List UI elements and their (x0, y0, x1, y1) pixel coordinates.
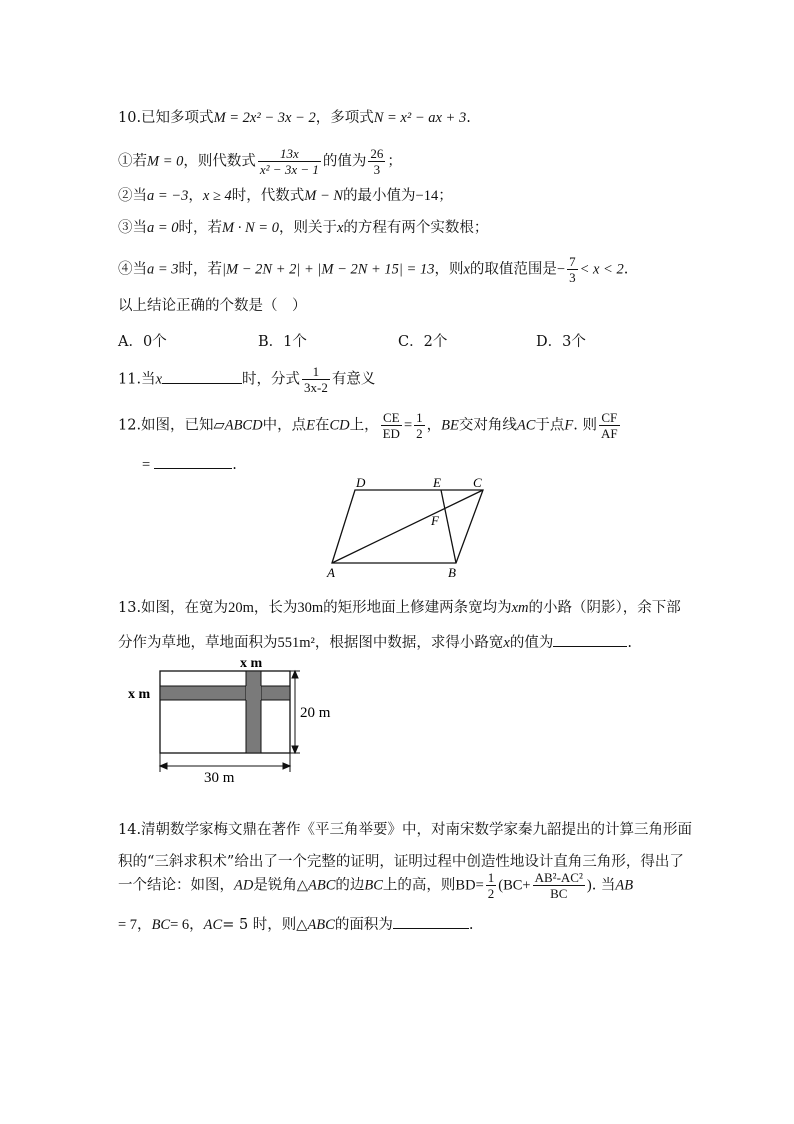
q10-m-definition: M = 2x² − 3x − 2 (213, 110, 316, 126)
option-a[interactable]: A．0个 (118, 334, 167, 350)
q13-text-7: 的值为 (509, 635, 554, 651)
q10-stem-text-2: ，多项式 (315, 110, 374, 126)
claim1-text: ，则代数式 (183, 153, 256, 170)
claim1-value (368, 146, 385, 177)
q14-half-fraction (486, 870, 497, 901)
claim3-expression: M · N = 0 (222, 220, 279, 236)
q13-end: . (627, 635, 632, 651)
option-b[interactable]: B．1个 (258, 334, 307, 350)
claim4-text-2: ，则 (434, 261, 464, 278)
q12-diagonal-ac: AC (516, 417, 536, 434)
q14-ac-value: = 5 时，则△ (222, 917, 308, 933)
claim3-lead: ③当 (118, 220, 147, 236)
q13-text-5: 分作为草地，草地面积为 (118, 635, 278, 651)
q14-segment-ad: AD (234, 877, 254, 894)
option-c[interactable]: C．2个 (398, 334, 448, 350)
claim4-text-3: 的取值范围是 (469, 261, 557, 278)
q14-formula-numerator: AB²-AC² (534, 870, 583, 885)
q14-formula-fraction (533, 870, 585, 901)
q14-text: 一个结论：如图， (118, 877, 234, 894)
q14-text-2: 是锐角△ (253, 877, 308, 894)
q14-line-4 (118, 912, 473, 935)
q14-formula-bc: (BC+ (498, 877, 531, 894)
claim4-range-rest: < x < 2 (579, 261, 624, 278)
q13-line-1 (118, 598, 681, 618)
q11-fraction (302, 364, 330, 395)
q12-text-4: 交对角线 (458, 417, 517, 434)
segment-be (441, 490, 456, 563)
claim1-fraction-numerator: 13x (258, 146, 321, 162)
claim4-end: . (623, 261, 629, 278)
q14-bc-value: = 6， (170, 917, 204, 933)
label-a: A (327, 565, 335, 580)
label-b: B (448, 565, 456, 580)
claim3-condition: a = 0 (147, 220, 179, 236)
q10-n-definition: N = x² − ax + 3 (373, 110, 467, 126)
q12-parallelogram: ABCD (224, 417, 263, 434)
claim4-lead: ④当 (118, 261, 147, 278)
claim1-fraction (258, 146, 321, 177)
q11-lead: 11.当 (118, 371, 156, 388)
q14-half-numerator: 1 (487, 870, 495, 885)
q12-value-denominator: 2 (416, 426, 423, 441)
q13-path-width: xm (511, 600, 529, 616)
q13-area: 551m² (277, 635, 315, 651)
claim4-range-numerator: 7 (569, 254, 576, 269)
q14-segment-bc: BC (364, 877, 383, 894)
claim4-range-fraction (567, 254, 578, 285)
q12-target-ratio (599, 410, 620, 441)
q14-ab-value: = 7， (118, 917, 152, 933)
field-rectangle (160, 671, 290, 753)
claim4-range-minus: − (556, 261, 566, 278)
claim2-value: −14 (415, 188, 439, 204)
claim2-end: ； (438, 188, 453, 204)
q14-text-4: 上的高，则 (382, 877, 456, 894)
q13-text: 13.如图，在宽为 (118, 600, 229, 616)
q14-segment-bc-2: BC (151, 917, 171, 933)
claim3-text-2: ，则关于 (278, 220, 337, 236)
q14-text-6: 的面积为 (334, 917, 393, 933)
option-d[interactable]: D．3个 (536, 334, 586, 350)
claim2-condition: a = −3 (147, 188, 189, 204)
q13-text-4: 的小路（阴影），余下部 (528, 600, 681, 616)
q14-line-1: 14.清朝数学家梅文鼎在著作《平三角举要》中，对南宋数学家秦九韶提出的计算三角形面 (118, 822, 693, 838)
q12-text: 中，点 (262, 417, 307, 434)
q13-answer-blank[interactable] (553, 630, 627, 647)
label-30m: 30 m (204, 770, 235, 786)
q12-point-e: E (306, 417, 315, 434)
claim2-text: 时，代数式 (231, 188, 305, 204)
q14-formula-close: ) (586, 877, 592, 894)
claim1-condition: M = 0 (147, 153, 184, 170)
q12-segment-be: BE (441, 417, 459, 434)
q10-claim-1 (118, 146, 402, 177)
q12-figure (320, 470, 495, 582)
q12-ratio (381, 410, 402, 441)
claim3-variable: x (336, 220, 344, 236)
q12-comma: ， (426, 417, 442, 434)
claim3-text: 时，若 (178, 220, 223, 236)
q10-claim-2 (118, 186, 453, 206)
claim4-expression: |M − 2N + 2| + |M − 2N + 15| = 13 (222, 261, 435, 278)
q11 (118, 364, 375, 395)
claim2-lead: ②当 (118, 188, 147, 204)
q12-end: . (232, 457, 237, 473)
claim2-comma: ， (188, 188, 203, 204)
label-f: F (431, 513, 439, 528)
q13-text-6: ，根据图中数据，求得小路宽 (314, 635, 504, 651)
q12-line-1 (118, 410, 622, 441)
q14-answer-blank[interactable] (393, 912, 469, 929)
q14-segment-ab: AB (615, 877, 634, 894)
label-top-xm: x m (240, 656, 263, 671)
claim2-expression: M − N (304, 188, 344, 204)
claim3-text-3: 的方程有两个实数根； (343, 220, 489, 236)
q14-end: . (468, 917, 474, 933)
q12-line-2 (142, 452, 237, 475)
q13-figure (120, 650, 380, 790)
q10-stem (118, 108, 471, 128)
q14-line-3 (118, 870, 633, 901)
q12-ratio-numerator: CE (381, 410, 402, 426)
q10-claim-4 (118, 254, 628, 285)
q12-target-denominator: AF (600, 426, 618, 441)
q14-line-2: 积的“三斜求积术”给出了一个完整的证明，证明过程中创造性地设计直角三角形，得出了 (118, 854, 684, 870)
q14-triangle: ABC (308, 877, 336, 894)
label-d: D (356, 475, 366, 490)
q14-segment-ac: AC (203, 917, 223, 933)
q12-equals-2: = (142, 457, 151, 473)
q10-stem-text: 10.已知多项式 (118, 110, 214, 126)
claim4-condition: a = 3 (147, 261, 179, 278)
q12-text-2: 在 (314, 417, 330, 434)
q12-answer-blank[interactable] (154, 452, 232, 469)
claim1-text-2: 的值为 (322, 153, 367, 170)
q10-stem-end: . (466, 110, 471, 126)
label-e: E (433, 475, 441, 490)
q12-text-5: 于点 (535, 417, 565, 434)
q10-claim-3 (118, 218, 488, 238)
q11-text: 时，分式 (242, 371, 300, 388)
q12-text-6: . 则 (573, 417, 597, 434)
claim1-lead: ①若 (118, 153, 147, 170)
q11-fraction-denominator: 3x-2 (304, 380, 328, 395)
q11-variable: x (155, 371, 162, 388)
label-c: C (473, 475, 482, 490)
q14-formula-bd: BD= (455, 877, 484, 894)
q11-answer-blank[interactable] (162, 367, 242, 384)
q14-text-5: . 当 (591, 877, 616, 894)
q12-segment-cd: CD (329, 417, 350, 434)
q12-ratio-denominator: ED (382, 426, 400, 441)
claim2-condition-2: x ≥ 4 (202, 188, 232, 204)
claim1-end: ； (387, 153, 402, 170)
q12-ratio-value (414, 410, 425, 441)
q12-value-numerator: 1 (416, 410, 423, 425)
q13-width: 20m (228, 600, 254, 616)
claim1-value-denominator: 3 (373, 162, 381, 177)
label-20m: 20 m (300, 705, 331, 721)
claim4-variable: x (463, 261, 470, 278)
claim1-fraction-denominator: x² − 3x − 1 (259, 162, 319, 177)
q12-equals: = (403, 417, 413, 434)
q14-triangle-2: ABC (307, 917, 335, 933)
label-left-xm: x m (128, 687, 151, 702)
claim4-text: 时，若 (178, 261, 223, 278)
q12-target-numerator: CF (599, 410, 620, 426)
horizontal-path (160, 686, 290, 700)
q11-end: 有意义 (331, 371, 376, 388)
q13-text-3: 的矩形地面上修建两条宽均为 (323, 600, 512, 616)
q13-length: 30m (297, 600, 324, 616)
vertical-path (246, 671, 261, 753)
q13-variable: x (503, 635, 510, 651)
path-intersection (246, 686, 261, 700)
q13-text-2: ，长为 (253, 600, 298, 616)
q14-half-denominator: 2 (487, 886, 495, 901)
q14-text-3: 的边 (335, 877, 365, 894)
q11-fraction-numerator: 1 (302, 364, 330, 380)
q10-question: 以上结论正确的个数是（ ） (118, 298, 307, 314)
q14-formula-denominator: BC (550, 886, 568, 901)
claim4-range-denominator: 3 (569, 270, 576, 285)
claim2-text-2: 的最小值为 (343, 188, 416, 204)
claim1-value-numerator: 26 (370, 146, 384, 161)
q12-lead: 12.如图，已知▱ (118, 417, 225, 434)
q12-text-3: 上， (349, 417, 379, 434)
q12-point-f: F (564, 417, 574, 434)
